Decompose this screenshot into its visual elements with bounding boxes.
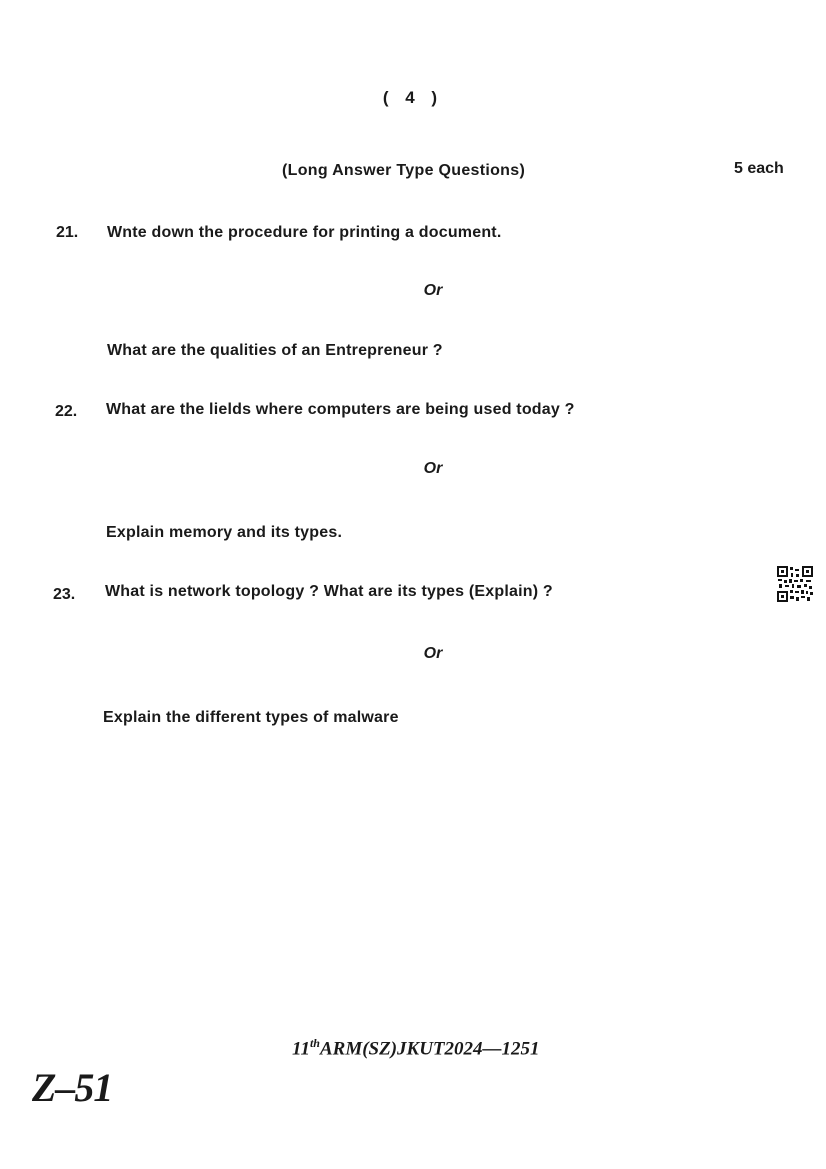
- question-text: What are the lields where computers are being used today ?: [106, 401, 575, 418]
- question-text: What is network topology ? What are its types (Explain) ?: [105, 583, 553, 600]
- or-label: Or: [423, 282, 443, 299]
- question-alternative: What are the qualities of an Entrepreneur ?: [107, 342, 443, 359]
- exam-code-sup: th: [309, 1036, 320, 1050]
- page-number: ( 4 ): [382, 88, 444, 107]
- exam-code-prefix: 11: [292, 1038, 310, 1060]
- question-alternative: Explain memory and its types.: [106, 524, 343, 541]
- qr-code-icon: [776, 565, 814, 603]
- exam-code-suffix: ARM(SZ)JKUT2024—1251: [319, 1038, 540, 1060]
- question-number: 21.: [56, 224, 79, 241]
- question-number: 22.: [55, 403, 78, 420]
- question-number: 23.: [53, 586, 76, 603]
- or-label: Or: [423, 460, 443, 477]
- marks-label: 5 each: [734, 160, 784, 177]
- question-text: Wnte down the procedure for printing a document.: [107, 224, 502, 241]
- section-heading: (Long Answer Type Questions): [282, 162, 526, 179]
- or-label: Or: [423, 645, 443, 662]
- exam-code: [292, 1036, 540, 1060]
- question-alternative: Explain the different types of malware: [103, 709, 399, 726]
- paper-code: Z–51: [32, 1065, 113, 1110]
